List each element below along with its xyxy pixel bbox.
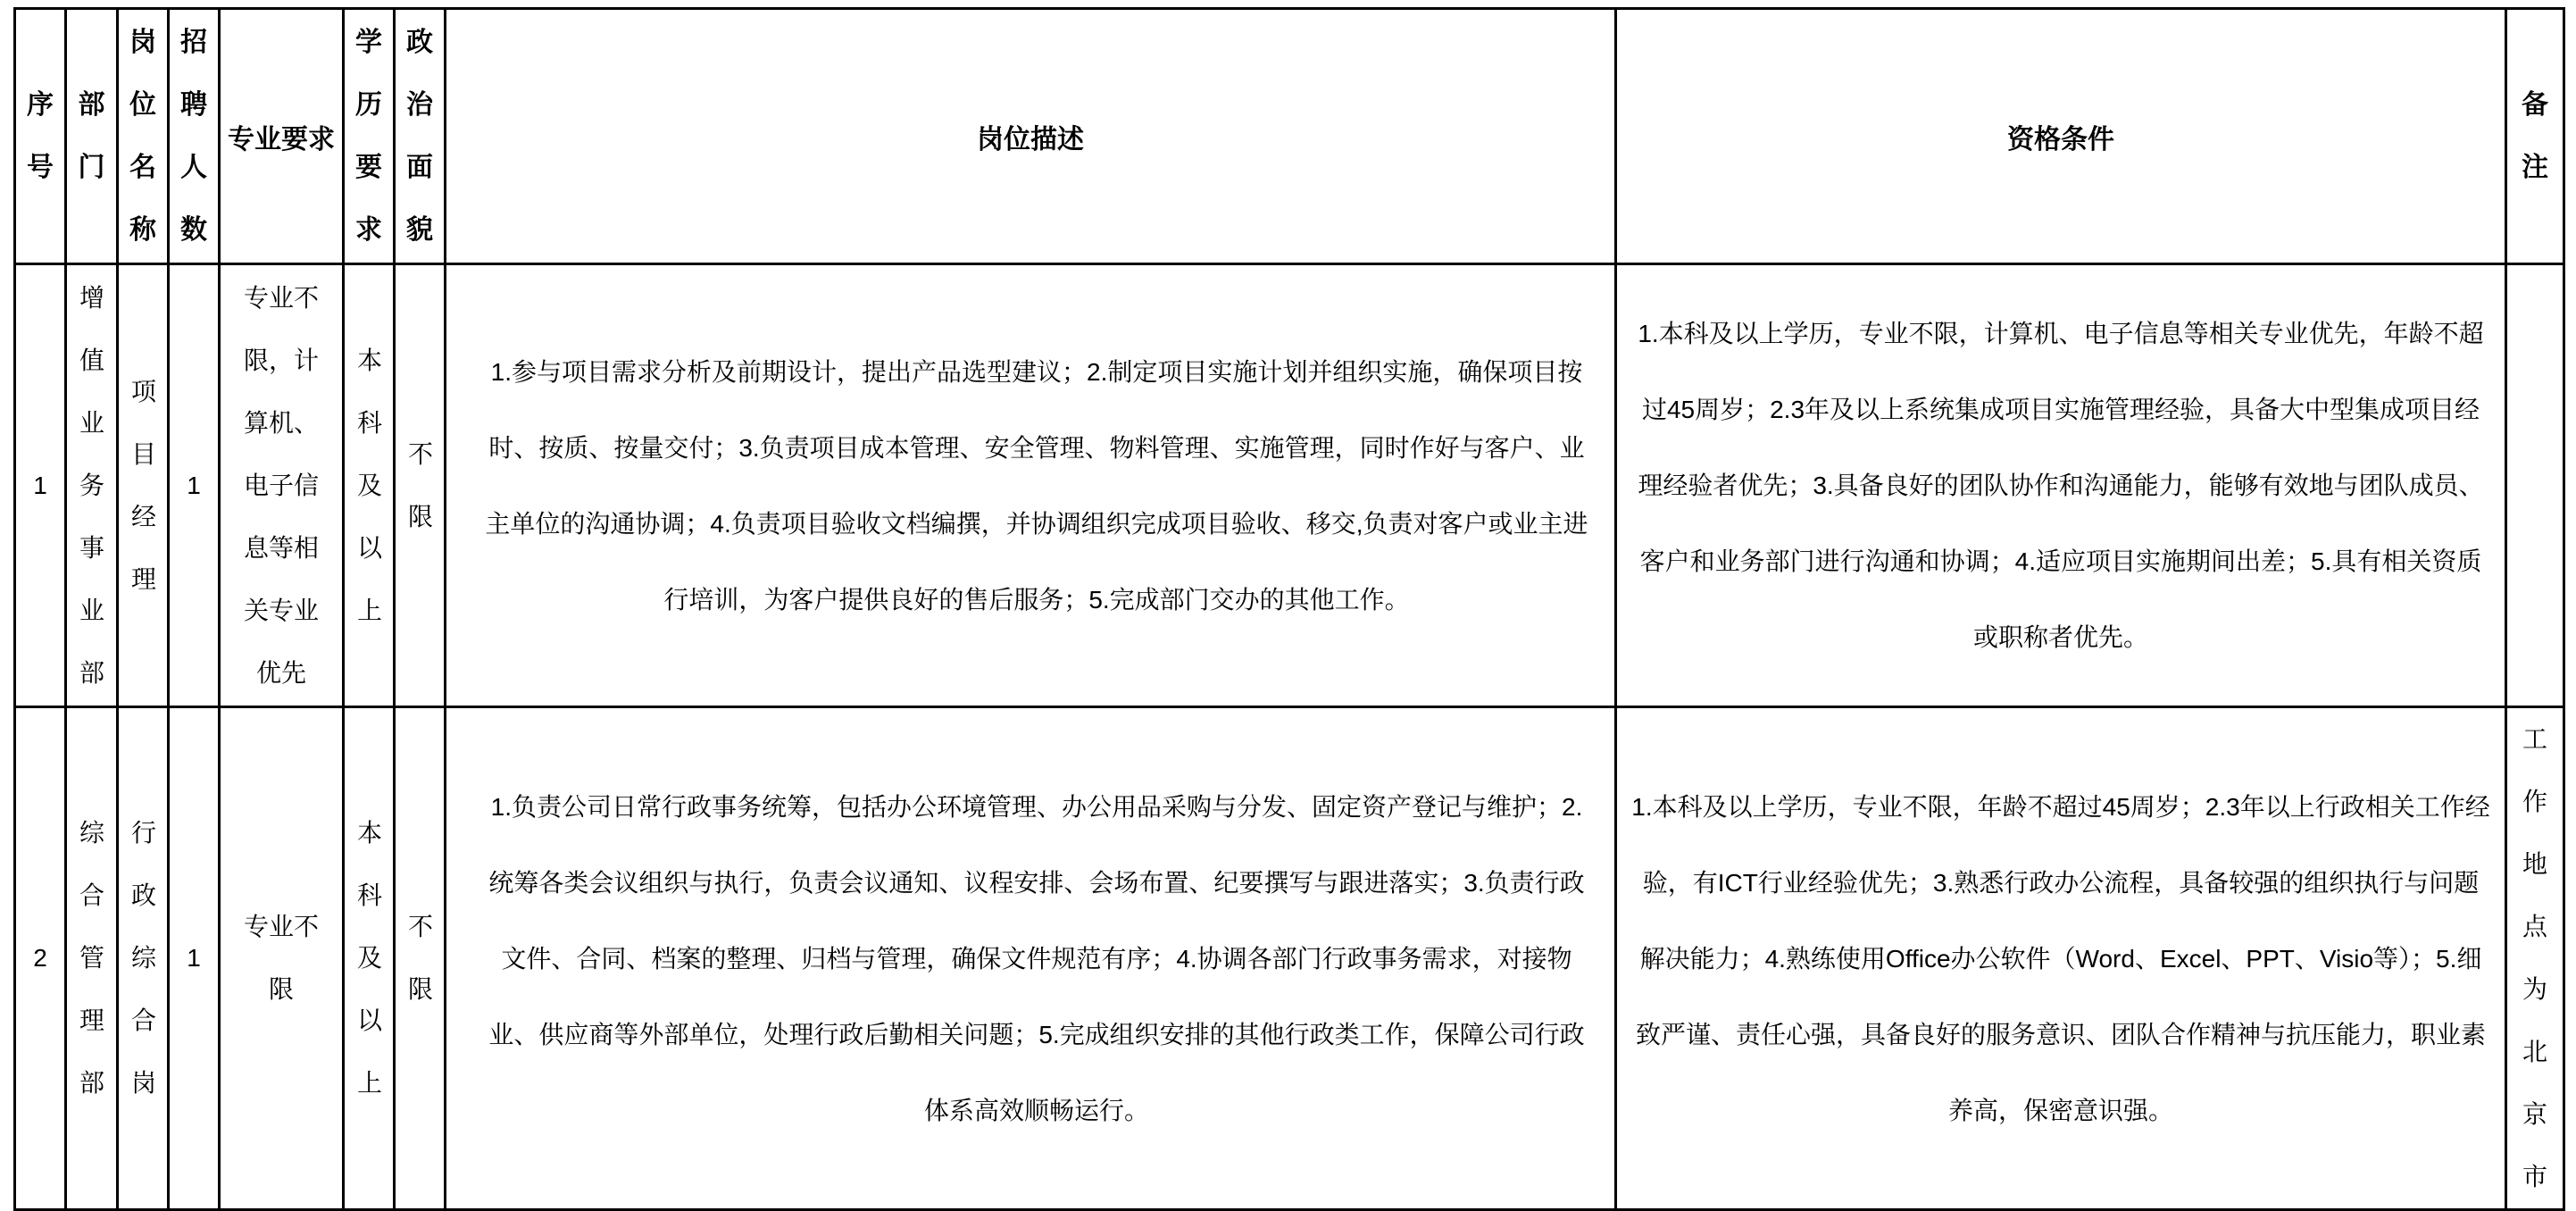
- cell-headcount: 1: [169, 707, 220, 1210]
- header-department: 部门: [66, 9, 118, 264]
- header-job-description: 岗位描述: [446, 9, 1616, 264]
- header-seq: 序号: [15, 9, 66, 264]
- cell-qualifications: 1.本科及以上学历，专业不限，年龄不超过45周岁；2.3年以上行政相关工作经验，有ICT行业经验优先；3.熟悉行政办公流程，具备较强的组织执行与问题解决能力；4.熟练使用Office办公软件（Word、Excel、PPT、Visio等）；5.细致严谨、责任心强，具备良好的服务意识、团队合作精神与抗压能力，职业素养高，保密意识强。: [1616, 707, 2506, 1210]
- header-remarks: 备注: [2506, 9, 2564, 264]
- header-qualifications: 资格条件: [1616, 9, 2506, 264]
- cell-political-status: 不限: [395, 707, 446, 1210]
- cell-education: 本科及以上: [344, 264, 395, 707]
- cell-department: 综合管理部: [66, 707, 118, 1210]
- header-row: [15, 9, 2564, 264]
- cell-major-requirement: 专业不限，计算机、电子信息等相关专业优先: [220, 264, 344, 707]
- cell-remarks: [2506, 264, 2564, 707]
- cell-seq: 2: [15, 707, 66, 1210]
- table-row: [15, 707, 2564, 1210]
- cell-education: 本科及以上: [344, 707, 395, 1210]
- table-row: [15, 264, 2564, 707]
- header-education: 学历要求: [344, 9, 395, 264]
- cell-job-title: 项目经理: [118, 264, 169, 707]
- cell-department: 增值业务事业部: [66, 264, 118, 707]
- cell-job-description: 1.负责公司日常行政事务统筹，包括办公环境管理、办公用品采购与分发、固定资产登记与维护；2.统筹各类会议组织与执行，负责会议通知、议程安排、会场布置、纪要撰写与跟进落实；3.负责行政文件、合同、档案的整理、归档与管理，确保文件规范有序；4.协调各部门行政事务需求，对接物业、供应商等外部单位，处理行政后勤相关问题；5.完成组织安排的其他行政类工作，保障公司行政体系高效顺畅运行。: [446, 707, 1616, 1210]
- header-headcount: 招聘人数: [169, 9, 220, 264]
- cell-job-description: 1.参与项目需求分析及前期设计，提出产品选型建议；2.制定项目实施计划并组织实施，确保项目按时、按质、按量交付；3.负责项目成本管理、安全管理、物料管理、实施管理，同时作好与客户、业主单位的沟通协调；4.负责项目验收文档编撰，并协调组织完成项目验收、移交,负责对客户或业主进行培训，为客户提供良好的售后服务；5.完成部门交办的其他工作。: [446, 264, 1616, 707]
- recruitment-table: [13, 7, 2565, 1211]
- cell-headcount: 1: [169, 264, 220, 707]
- cell-remarks: 工作地点为北京市: [2506, 707, 2564, 1210]
- cell-major-requirement: 专业不限: [220, 707, 344, 1210]
- cell-qualifications: 1.本科及以上学历，专业不限，计算机、电子信息等相关专业优先，年龄不超过45周岁；2.3年及以上系统集成项目实施管理经验，具备大中型集成项目经理经验者优先；3.具备良好的团队协作和沟通能力，能够有效地与团队成员、客户和业务部门进行沟通和协调；4.适应项目实施期间出差；5.具有相关资质或职称者优先。: [1616, 264, 2506, 707]
- cell-job-title: 行政综合岗: [118, 707, 169, 1210]
- header-major-requirement: 专业要求: [220, 9, 344, 264]
- header-political-status: 政治面貌: [395, 9, 446, 264]
- cell-seq: 1: [15, 264, 66, 707]
- cell-political-status: 不限: [395, 264, 446, 707]
- header-job-title: 岗位名称: [118, 9, 169, 264]
